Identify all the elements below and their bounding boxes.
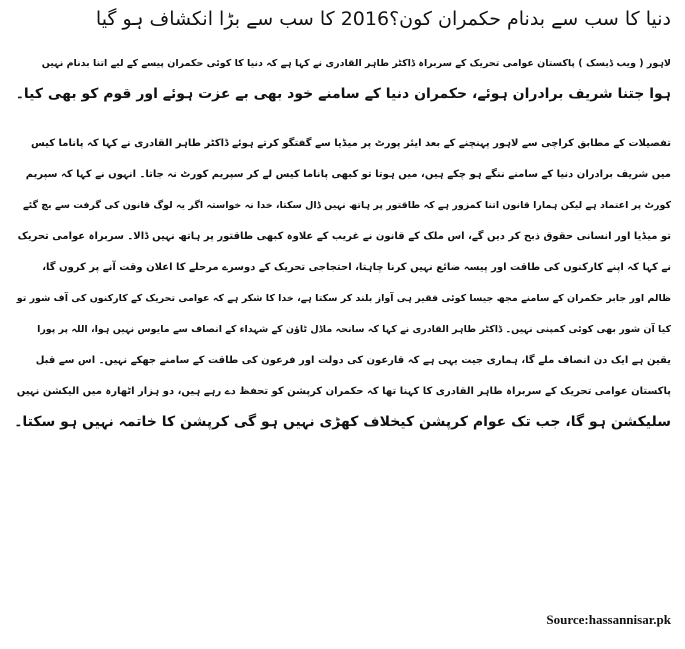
- source-credit: Source:hassannisar.pk: [546, 612, 671, 627]
- intro-paragraph: [14, 48, 671, 110]
- body-line: ظالم اور جابر حکمران کے سامنے مجھ جیسا کوئی فقیر ہی آواز بلند کر سکتا ہے، خدا کا شکر ہے کہ عوامی تحریک کے کارکنوں کی آف شور تو: [16, 293, 671, 304]
- body-line: کیا آن شور بھی کوئی کمپنی نہیں۔ ڈاکٹر طاہر القادری نے کہا کہ سانحہ ماڈل ٹاؤن کے شہداء کے انصاف سے مایوس نہیں ہوا، اللہ پر پورا: [37, 324, 671, 335]
- body-line: پاکستان عوامی تحریک کے سربراہ طاہر القادری کا کہنا تھا کہ حکمران کرپشن کو تحفظ دے رہے ہیں، دو ہزار اٹھارہ میں الیکشن نہیں: [16, 386, 671, 397]
- body-line: نے کہا کہ اپنے کارکنوں کی طاقت اور پیسہ ضائع نہیں کرنا چاہتا، احتجاجی تحریک کے دوسرے مرحلے کا اعلان وقت آنے پر کروں گا،: [42, 262, 671, 273]
- body-line: سلیکشن ہو گا، جب تک عوام کرپشن کیخلاف کھڑی نہیں ہو گی کرپشن کا خاتمہ نہیں ہو سکتا۔: [14, 414, 671, 430]
- intro-line: ہوا جتنا شریف برادران ہوئے، حکمران دنیا کے سامنے خود بھی بے عزت ہوئے اور قوم کو بھی کیا۔: [15, 86, 671, 102]
- article-headline: دنیا کا سب سے بدنام حکمران کون؟2016 کا سب سے بڑا انکشاف ہو گیا: [95, 8, 671, 30]
- body-line: تو میڈیا اور انسانی حقوق ذبح کر دیں گے، اس ملک کے قانون نے غریب کے علاوہ کبھی طاقتور پر ہاتھ نہیں ڈالا۔ سربراہ عوامی تحریک: [17, 231, 671, 242]
- body-line: تفصیلات کے مطابق کراچی سے لاہور پہنچنے کے بعد ایئر پورٹ پر میڈیا سے گفتگو کرتے ہوئے ڈاکٹر طاہر القادری نے کہا کہ پاناما کیس: [31, 138, 671, 149]
- body-line: کورٹ پر اعتماد ہے لیکن ہمارا قانون اتنا کمزور ہے کہ طاقتور پر ہاتھ نہیں ڈال سکتا، خدا نہ خواستہ اگر یہ لوگ قانون کی گرفت سے بچ گئے: [23, 200, 671, 211]
- intro-line: لاہور ( ویب ڈیسک ) پاکستان عوامی تحریک کے سربراہ ڈاکٹر طاہر القادری نے کہا ہے کہ دنیا کا کوئی حکمران پیسے کے لیے اتنا بدنام نہیں: [41, 58, 671, 69]
- body-line: میں شریف برادران دنیا کے سامنے ننگے ہو چکے ہیں، میں ہوتا تو کبھی پاناما کیس لے کر سپریم کورٹ نہ جاتا۔ انہوں نے کہا کہ سپریم: [25, 169, 671, 180]
- body-line: یقین ہے ایک دن انصاف ملے گا، ہماری جیت یہی ہے کہ قارعون کی دولت اور فرعون کی طاقت کے سامنے جھکے نہیں۔ اس سے قبل: [35, 355, 671, 366]
- body-paragraph: [14, 128, 671, 438]
